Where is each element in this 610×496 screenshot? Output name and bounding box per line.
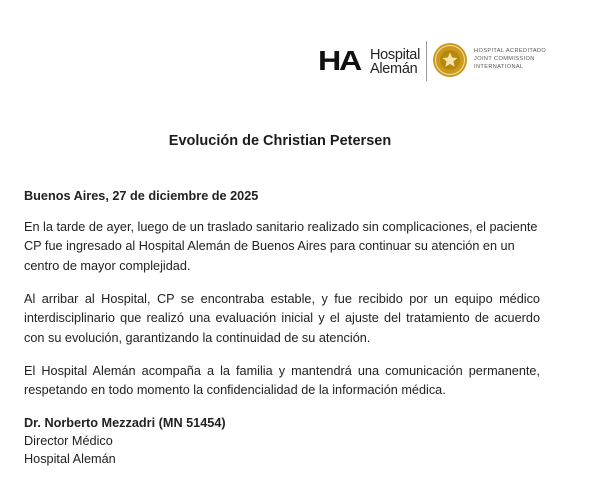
document-body <box>24 187 540 468</box>
signature-block <box>24 414 540 468</box>
hospital-logo-name <box>370 48 420 76</box>
accreditation-line3: INTERNATIONAL <box>474 64 524 70</box>
document-title: Evolución de Christian Petersen <box>168 133 392 149</box>
logo-divider <box>426 41 427 81</box>
logo-name-line2: Alemán <box>370 61 418 77</box>
paragraph-2: Al arribar al Hospital, CP se encontraba estable, y fue recibido por un equipo médico interdisciplinario que realizó una evaluación inicial y el ajuste del tratamiento de acuerdo con su evolución, garantizando la continuidad de su atención. <box>24 291 540 345</box>
accreditation-line2: JOINT COMMISSION <box>474 56 535 62</box>
signatory-role: Director Médico <box>24 434 113 448</box>
date-line: Buenos Aires, 27 de diciembre de 2025 <box>24 189 259 203</box>
signatory-name: Dr. Norberto Mezzadri (MN 51454) <box>24 416 226 430</box>
accreditation-line1: HOSPITAL ACREDITADO <box>474 48 547 54</box>
paragraph-3: El Hospital Alemán acompaña a la familia y mantendrá una comunicación permanente, respetando en todo momento la confidencialidad de la información médica. <box>24 363 540 397</box>
accreditation-seal-icon <box>432 42 468 78</box>
hospital-logo-mark: HA <box>318 45 360 76</box>
logo-name-line1: Hospital <box>370 47 420 63</box>
signatory-institution: Hospital Alemán <box>24 452 116 466</box>
letterhead <box>318 40 578 82</box>
paragraph-1: En la tarde de ayer, luego de un traslado sanitario realizado sin complicaciones, el paciente CP fue ingresado al Hospital Alemán de Buenos Aires para continuar su atención en un centro de mayor complejidad. <box>24 219 538 273</box>
accreditation-text <box>474 47 546 71</box>
